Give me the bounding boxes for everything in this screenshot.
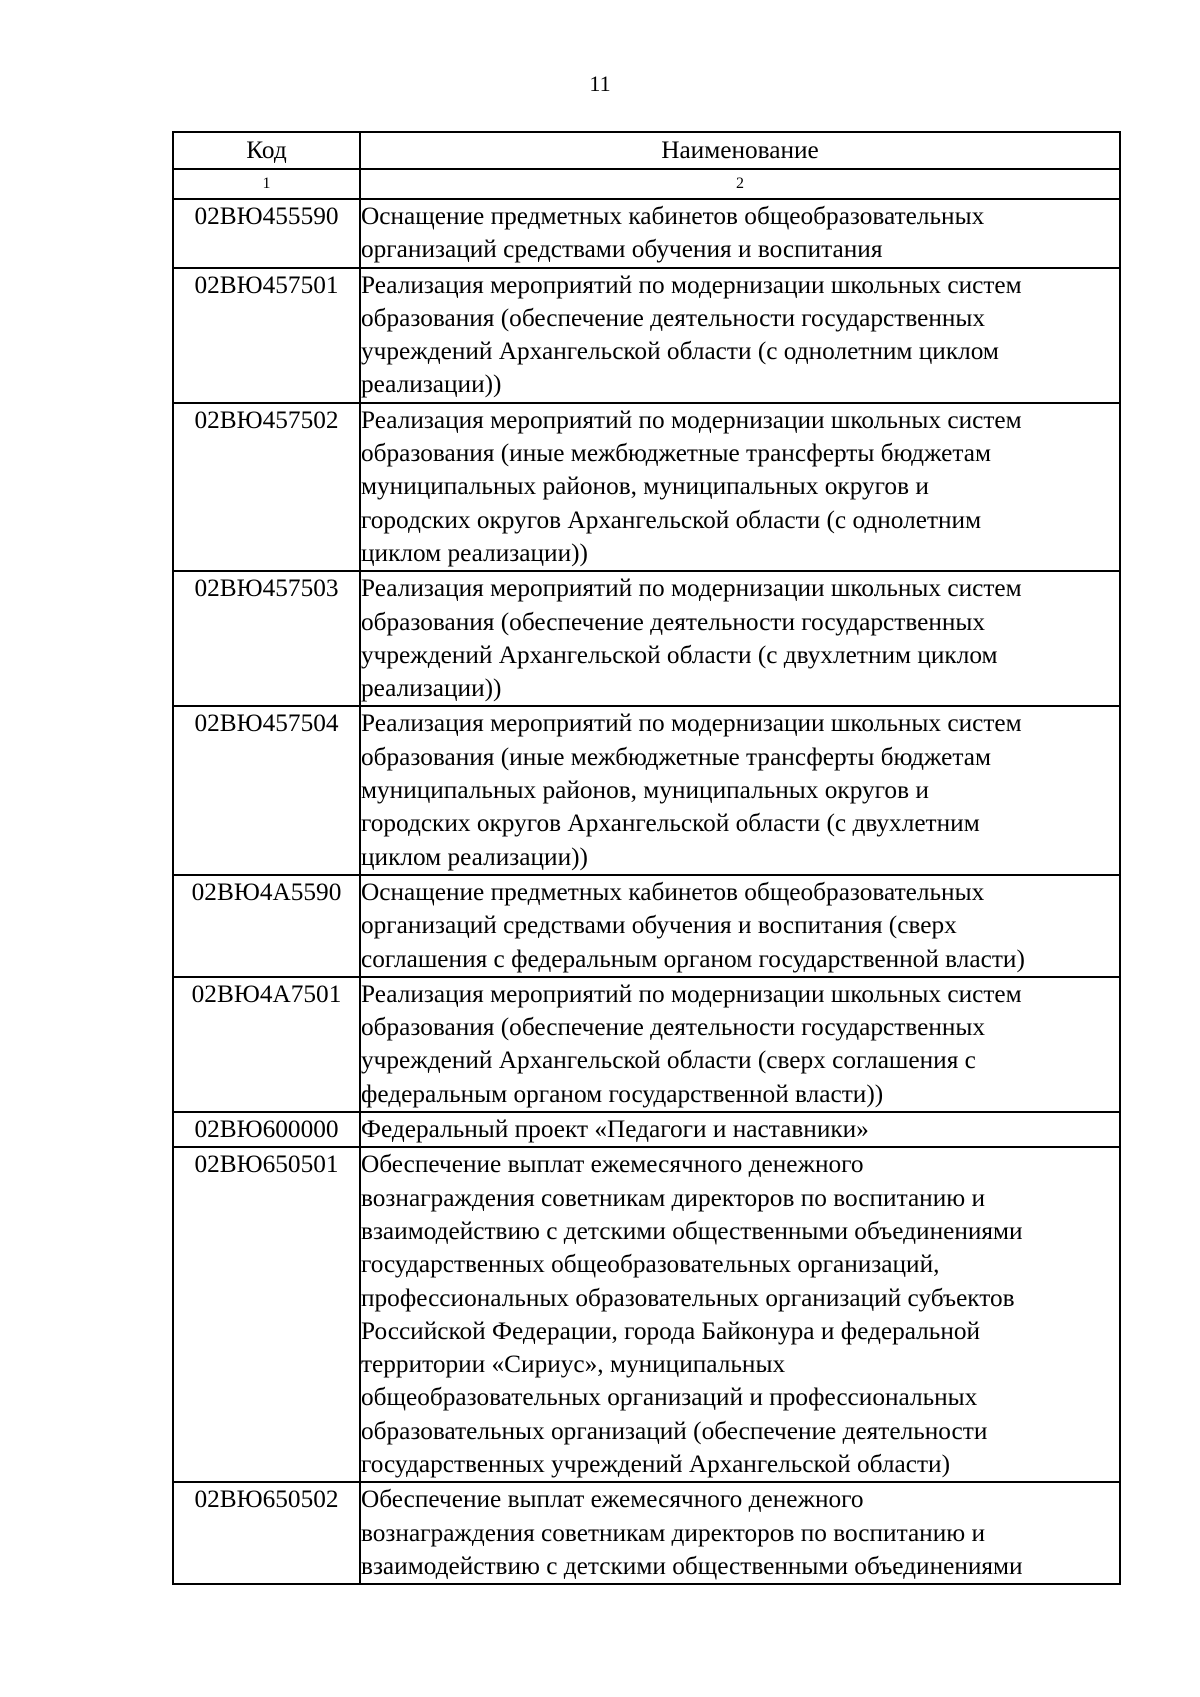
row-name-line: образования (иные межбюджетные трансферты бюджетам (361, 439, 992, 468)
row-name (360, 706, 1120, 874)
row-name-line: общеобразовательных организаций и профессиональных (361, 1383, 978, 1412)
table-row (173, 1482, 1120, 1584)
row-name (360, 403, 1120, 571)
row-name (360, 199, 1120, 268)
table-header-row (173, 132, 1120, 169)
table-row (173, 875, 1120, 977)
row-code: 02ВЮ457503 (173, 571, 360, 706)
row-code: 02ВЮ650501 (173, 1147, 360, 1482)
row-name-line: территории «Сириус», муниципальных (361, 1350, 786, 1379)
row-name (360, 571, 1120, 706)
row-name-line: федеральным органом государственной власти)) (361, 1079, 884, 1108)
row-code: 02ВЮ650502 (173, 1482, 360, 1584)
row-name-line: Обеспечение выплат ежемесячного денежного (361, 1485, 864, 1514)
row-name-line: Обеспечение выплат ежемесячного денежного (361, 1150, 864, 1179)
page-number: 11 (589, 71, 611, 96)
table-row (173, 1112, 1120, 1147)
row-name-line: городских округов Архангельской области (с двухлетним (361, 809, 980, 838)
row-code: 02ВЮ600000 (173, 1112, 360, 1147)
table-body (173, 199, 1120, 1584)
row-name (360, 1112, 1120, 1147)
table-row (173, 1147, 1120, 1482)
row-code: 02ВЮ457504 (173, 706, 360, 874)
row-name-line: учреждений Архангельской области (с двухлетним циклом (361, 640, 998, 669)
table-row (173, 706, 1120, 874)
row-name-line: взаимодействию с детскими общественными объединениями (361, 1551, 1023, 1580)
row-name-line: Реализация мероприятий по модернизации школьных систем (361, 709, 1022, 738)
row-name-line: образования (обеспечение деятельности государственных (361, 303, 986, 332)
budget-codes-table (172, 131, 1121, 1585)
row-name (360, 977, 1120, 1112)
row-name-line: муниципальных районов, муниципальных округов и (361, 472, 929, 501)
row-name-line: Оснащение предметных кабинетов общеобразовательных (361, 202, 985, 230)
row-name-line: образовательных организаций (обеспечение деятельности (361, 1416, 988, 1445)
row-code: 02ВЮ455590 (173, 199, 360, 268)
row-name-line: соглашения с федеральным органом государственной власти) (361, 944, 1025, 973)
table-row (173, 403, 1120, 571)
row-name-line: Реализация мероприятий по модернизации школьных систем (361, 574, 1022, 603)
column-number-code: 1 (173, 169, 360, 199)
row-name-line: организаций средствами обучения и воспитания (сверх (361, 911, 957, 940)
header-code: Код (173, 132, 360, 169)
table-row (173, 268, 1120, 403)
row-name-line: циклом реализации)) (361, 538, 588, 567)
row-name-line: учреждений Архангельской области (с однолетним циклом (361, 337, 999, 366)
row-name-line: организаций средствами обучения и воспитания (361, 235, 883, 264)
row-name-line: государственных общеобразовательных организаций, (361, 1250, 940, 1279)
table-row (173, 977, 1120, 1112)
row-name-line: вознаграждения советникам директоров по воспитанию и (361, 1518, 986, 1547)
row-name-line: Реализация мероприятий по модернизации школьных систем (361, 979, 1022, 1008)
header-name: Наименование (360, 132, 1120, 169)
row-name-line: образования (иные межбюджетные трансферты бюджетам (361, 742, 992, 771)
row-code: 02ВЮ4А5590 (173, 875, 360, 977)
row-name-line: профессиональных образовательных организаций субъектов (361, 1283, 1015, 1312)
row-name (360, 1482, 1120, 1584)
row-name-line: муниципальных районов, муниципальных округов и (361, 776, 929, 805)
row-code: 02ВЮ457501 (173, 268, 360, 403)
row-name-line: Оснащение предметных кабинетов общеобразовательных (361, 877, 985, 906)
row-name-line: реализации)) (361, 370, 502, 399)
row-name-line: циклом реализации)) (361, 842, 588, 871)
row-name-line: взаимодействию с детскими общественными объединениями (361, 1216, 1023, 1245)
row-name-line: государственных учреждений Архангельской области) (361, 1449, 950, 1478)
row-name (360, 268, 1120, 403)
row-name-line: реализации)) (361, 674, 502, 703)
column-number-name: 2 (360, 169, 1120, 199)
row-name-line: Российской Федерации, города Байконура и федеральной (361, 1316, 981, 1345)
row-name-line: Федеральный проект «Педагоги и наставники» (361, 1115, 869, 1144)
table-row (173, 199, 1120, 268)
row-name-line: Реализация мероприятий по модернизации школьных систем (361, 405, 1022, 434)
row-name (360, 1147, 1120, 1482)
row-name-line: городских округов Архангельской области (с однолетним (361, 505, 982, 534)
row-code: 02ВЮ4А7501 (173, 977, 360, 1112)
row-name-line: учреждений Архангельской области (сверх соглашения с (361, 1046, 976, 1075)
row-name (360, 875, 1120, 977)
table-row (173, 571, 1120, 706)
row-code: 02ВЮ457502 (173, 403, 360, 571)
row-name-line: вознаграждения советникам директоров по воспитанию и (361, 1183, 986, 1212)
column-numbers-row (173, 169, 1120, 199)
row-name-line: образования (обеспечение деятельности государственных (361, 607, 986, 636)
row-name-line: образования (обеспечение деятельности государственных (361, 1013, 986, 1042)
row-name-line: Реализация мероприятий по модернизации школьных систем (361, 270, 1022, 299)
